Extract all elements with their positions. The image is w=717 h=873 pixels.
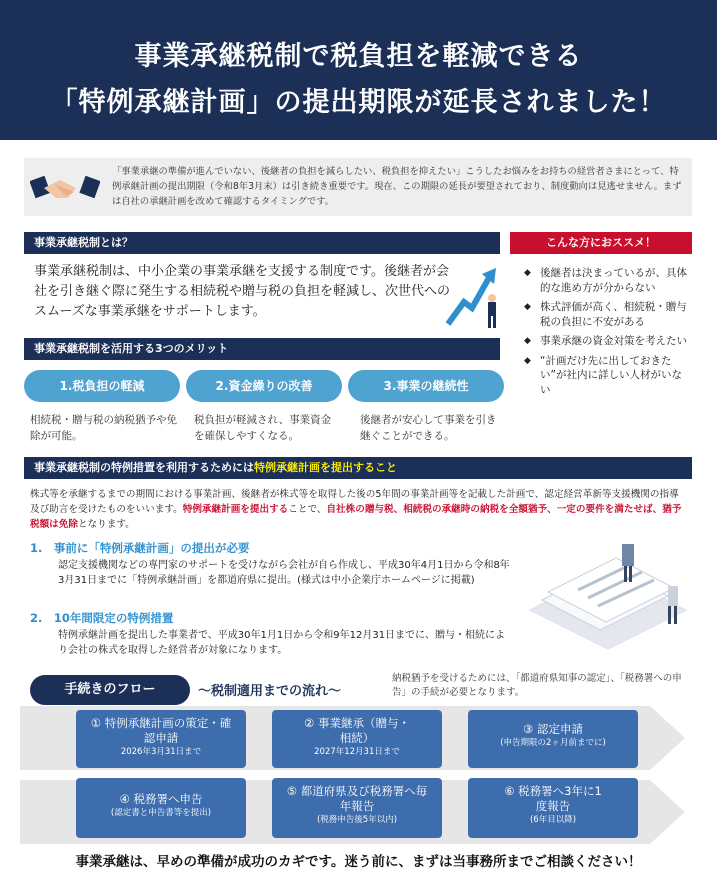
intro-text: 「事業承継の準備が進んでいない、後継者の負担を減らしたい、税負担を抑えたい」こうしたお悩みをお持ちの経営者さまにとって、特例承継計画の提出期限（令和8年3月末）は引き続き重要です。現在、この期限の延長が要望されており、制度動向は見逃せません。まずは自社の承継計画を改めて確認するタイミングです。 [112, 166, 682, 207]
point-1-text: 認定支援機関などの専門家のサポートを受けながら会社が自ら作成し、平成30年4月1日から令和8年3月31日までに「特例承継計画」を都道府県に提出。(様式は中小企業庁ホームページに掲載) [58, 560, 510, 586]
point-1-title: 1. 事前に「特例承継計画」の提出が必要 [30, 541, 250, 555]
recommend-item: ◆ 事業承継の資金対策を考えたい [524, 334, 688, 349]
merit-pill: 1.税負担の軽減 [24, 370, 180, 402]
title-line-1: 事業承継税制で税負担を軽減できる [134, 41, 583, 72]
footer-message: 事業承継は、早めの準備が成功のカギです。迷う前に、まずは当事務所までご相談ください！ [75, 854, 642, 870]
merit-pill: 2.資金繰りの改善 [186, 370, 342, 402]
special-p2-end: となります。 [77, 519, 135, 530]
flow-subtitle: ～税制適用までの流れ～ [198, 684, 342, 699]
flow-note: 納税猶予を受けるためには、「都道府県知事の認定」、「税務署への申告」の手続が必要となります。 [392, 673, 682, 698]
merit-desc: 後継者が安心して事業を引き継ぐことができる。 [360, 414, 497, 442]
documents-illustration-icon [518, 540, 698, 652]
special-p2-red1: 特例承継計画を提出する [182, 504, 289, 515]
title-line-2: 「特例承継計画」の提出期限が延長されました！ [50, 87, 667, 118]
flow-step-2 [272, 710, 442, 768]
flow-step-main: ② 事業継承（贈与・相続） [304, 716, 410, 745]
flow-step-main: ⑤ 都道府県及び税務署へ毎年報告 [286, 784, 428, 813]
flow-step-sub: (税務申告後5年以内) [316, 815, 398, 825]
recommend-heading: こんな方におススメ！ [510, 232, 692, 254]
flow-step-1 [76, 710, 246, 768]
special-heading-text: 事業承継税制の特例措置を利用するためには [34, 461, 254, 474]
special-heading [24, 457, 692, 479]
merit-desc: 相続税・贈与税の納税猶予や免除が可能。 [30, 414, 177, 442]
point-2-text: 特例承継計画を提出した事業者で、平成30年1月1日から令和9年12月31日までに、贈与・相続により会社の株式を取得した経営者が対象になります。 [58, 630, 506, 656]
flow-step-3 [468, 710, 638, 768]
flow-step-main: ⑥ 税務署へ3年に1度報告 [504, 784, 602, 813]
merit-desc: 税負担が軽減され、事業資金を確保しやすくなる。 [194, 414, 332, 442]
flow-step-6 [468, 778, 638, 838]
flow-step-main: ③ 認定申請 [523, 722, 583, 736]
recommend-list [524, 266, 688, 398]
flow-step-sub: (申告期限の2ヶ月前までに) [500, 738, 606, 748]
recommend-item: ◆ “計画だけ先に出しておきたい”が社内に詳しい人材がいない [524, 354, 688, 398]
about-heading: 事業承継税制とは？ [24, 232, 500, 254]
flow-step-main: ④ 税務署へ申告 [119, 792, 203, 806]
flow-step-sub: 2027年12月31日まで [314, 747, 400, 757]
flow-step-5 [272, 778, 442, 838]
flow-label: 手続きのフロー [30, 675, 190, 705]
handshake-icon [30, 166, 100, 208]
growth-arrow-icon [442, 262, 504, 330]
merit-pill: 3.事業の継続性 [348, 370, 504, 402]
merits-heading: 事業承継税制を活用する3つのメリット [24, 338, 500, 360]
special-heading-highlight: 特例承継計画を提出すること [254, 461, 397, 474]
flow-step-4 [76, 778, 246, 838]
special-p1: 株式等を承継するまでの期間における事業計画、後継者が株式等を取得した後の5年間の事業計画等を記載した計画で、認定経営革新等支援機関の指導及び助言を受けたものをいいます。 [30, 489, 679, 515]
flow-step-sub: (認定書と申告書等を提出) [110, 808, 212, 818]
page-header [0, 0, 717, 140]
special-body [30, 487, 686, 532]
intro-panel [24, 158, 692, 216]
special-p2-red2: 自社株の贈与税、相続税の承継時の納税を全額猶予、一定の要件を満たせば、猶予税額は免除 [30, 504, 682, 530]
point-2-title: 2. 10年間限定の特例措置 [30, 611, 174, 625]
recommend-item: ◆ 株式評価が高く、相続税・贈与税の負担に不安がある [524, 300, 688, 329]
flow-step-sub: (6年目以降) [529, 815, 577, 825]
recommend-item: ◆ 後継者は決まっているが、具体的な進め方が分からない [524, 266, 688, 295]
special-p2-mid: ことで、 [288, 504, 327, 515]
flow-step-sub: 2026年3月31日まで [120, 747, 202, 757]
flow-step-main: ① 特例承継計画の策定・確認申請 [90, 716, 232, 745]
about-text: 事業承継税制は、中小企業の事業承継を支援する制度です。後継者が会社を引き継ぐ際に発生する相続税や贈与税の負担を軽減し、次世代へのスムーズな事業承継をサポートします。 [34, 264, 451, 319]
